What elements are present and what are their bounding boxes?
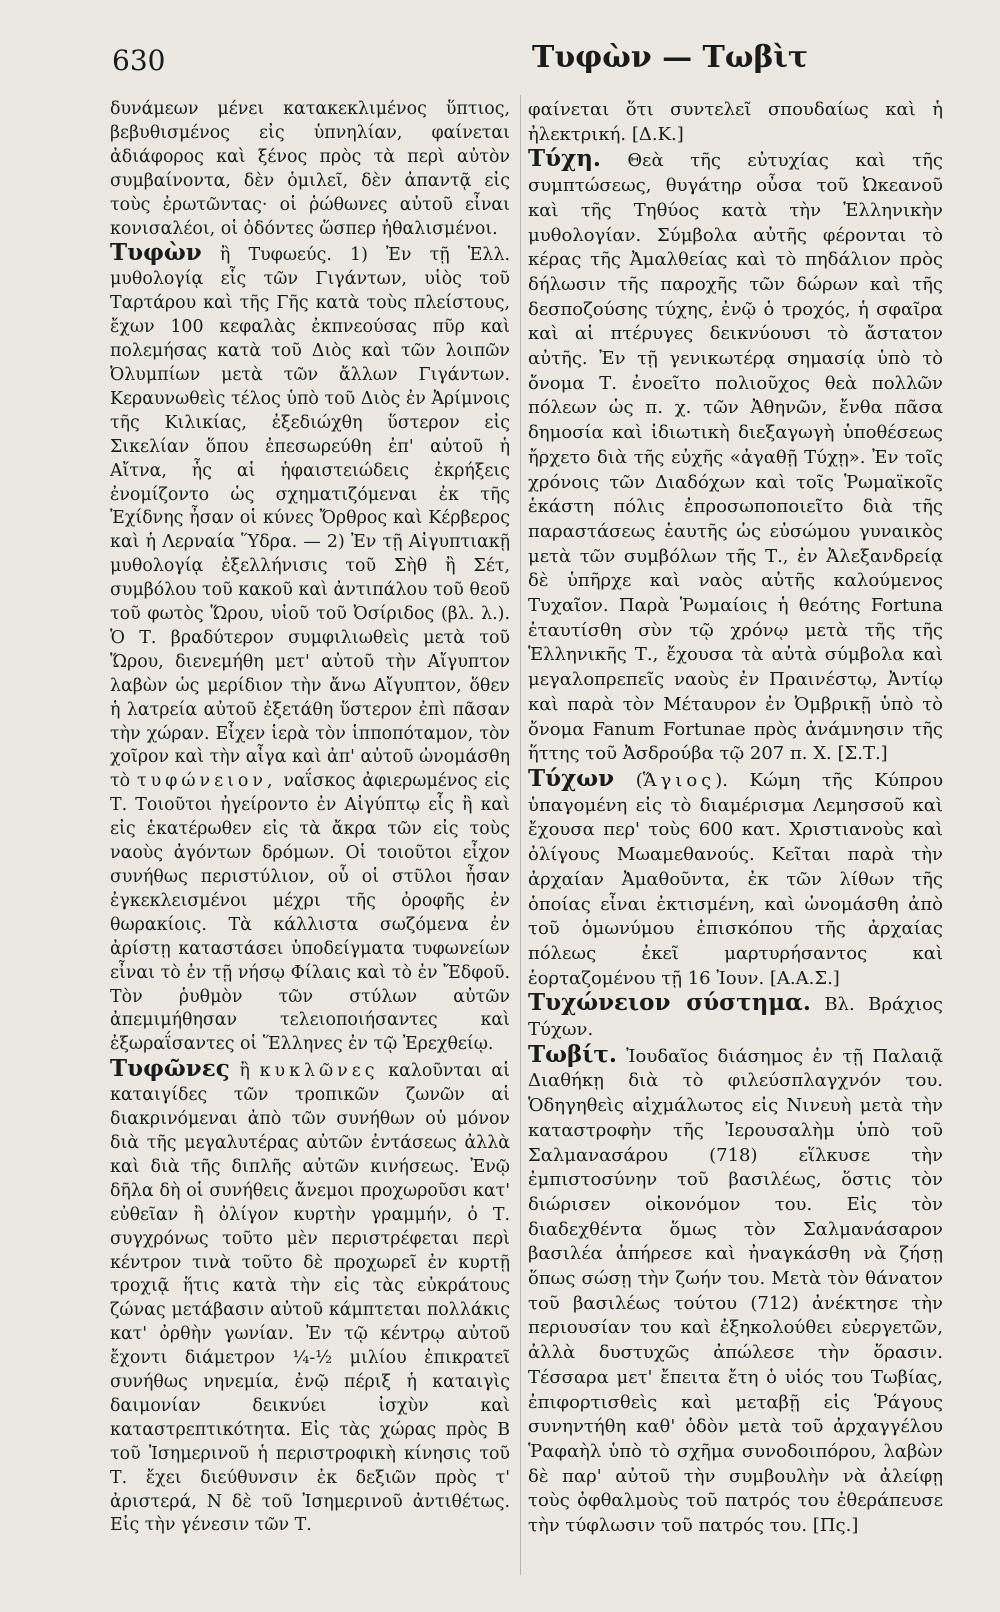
lemma-typhon: Τυφὼν	[110, 239, 202, 267]
entry-text: Βλ. Βράχιος Τύχων.	[528, 994, 943, 1041]
entry-continuation	[110, 98, 510, 241]
spaced-term: κυκλῶνες	[259, 1061, 379, 1082]
entry-tychon	[528, 764, 944, 991]
left-column	[110, 98, 510, 1538]
entry-tyche	[528, 147, 943, 767]
lemma-tyche: Τύχη.	[528, 145, 601, 173]
lemma-tychon: Τύχων	[528, 764, 615, 792]
entry-continuation	[528, 98, 943, 147]
entry-text: φαίνεται ὅτι συντελεῖ σπουδαίως καὶ ἡ ἠλεκτρική. [Δ.Κ.]	[528, 99, 943, 145]
entry-text: ναΐσκος ἀφιερωμένος εἰς Τ. Τοιοῦτοι ἠγείροντο ἐν Αἰγύπτῳ εἷς ἢ καὶ εἰς ἑκατέρωθεν εἰς τὰ ἄκρα τῶν εἰς τοὺς ναοὺς ἀγόντων δρόμων. Οἱ τοιοῦτοι εἶχον συνήθως περιστύλιον, οὗ οἱ στῦλοι ἦσαν ἐγκεκλεισμένοι μέχρι τῆς ὀροφῆς ἐν θωρακίοις. Τὰ κάλλιστα σωζόμενα ἐν ἀρίστῃ καταστάσει ὑποδείγματα τυφωνείων εἶναι τὸ ἐν τῇ νήσῳ Φίλαις καὶ τὸ ἐν Ἔδφοῦ. Τὸν ῥυθμὸν τῶν στύλων αὐτῶν ἀπεμιμήθησαν τελειοποιήσαντες καὶ ἐξωραΐσαντες οἱ Ἕλληνες ἐν τῷ Ἐρεχθείῳ.	[110, 771, 511, 1055]
spaced-term: Ἅγιος	[642, 769, 716, 791]
entry-text: δυνάμεων μένει κατακεκλιμένος ὕπτιος, βεβυθισμένος εἰς ὑπνηλίαν, φαίνεται ἀδιάφορος καὶ ξένος πρὸς τὰ περὶ αὐτὸν συμβαίνοντα, δὲν ὁμιλεῖ, δὲν ἀπαντᾷ εἰς τοὺς ἐρωτῶντας· οἱ ῥώθωνες αὐτοῦ εἶναι κονισαλέοι, οἱ ὀδόντες ὥσπερ ἠθαλισμένοι.	[110, 99, 510, 239]
running-head: Τυφὼν — Τωβὶτ	[532, 40, 809, 75]
column-divider	[520, 95, 521, 1575]
entry-text: Ἰουδαῖος διάσημος ἐν τῇ Παλαιᾷ Διαθήκῃ διὰ τὸ φιλεύσπλαγχνόν του. Ὁδηγηθεὶς αἰχμάλωτος εἰς Νινευὴ μετὰ τὴν καταστροφὴν τῆς Ἰερουσαλὴμ ὑπὸ τοῦ Σαλμανασάρου (718) εἵλκυσε τὴν ἐμπιστοσύνην τοῦ βασιλέως, ὅστις τὸν διώρισεν οἰκονόμον του. Εἰς τὸν διαδεχθέντα ὅμως τὸν Σαλμανάσαρον βασιλέα ἀπήρεσε καὶ ἠναγκάσθη νὰ ζήσῃ ὅπως σώσῃ τὴν ζωήν του. Μετὰ τὸν θάνατον τοῦ βασιλέως τούτου (712) ἀνέκτησε τὴν περιουσίαν του καὶ ἐξηκολούθει εὐεργετῶν, ἀλλὰ δυστυχῶς ἀπώλεσε τὴν ὅρασιν. Τέσσαρα μετ' ἔπειτα ἔτη ὁ υἱός του Τωβίας, ἐπιφορτισθεὶς καὶ μεταβῇ εἰς Ῥάγους συνηντήθη καθ' ὁδὸν μετὰ τοῦ ἀρχαγγέλου Ῥαφαὴλ ὑπὸ τὸ σχῆμα συνοδοιπόρου, λαβὼν δὲ παρ' αὐτοῦ τὴν συμβουλὴν νὰ ἀλείφῃ τοὺς ὀφθαλμοὺς τοῦ πατρός του ἐθεράπευσε τὴν τύφλωσιν τοῦ πατρός του. [Πς.]	[528, 1045, 943, 1537]
lemma-typhones: Τυφῶνες	[110, 1055, 230, 1083]
page-number: 630	[112, 44, 166, 77]
entry-text: Θεὰ τῆς εὐτυχίας καὶ τῆς συμπτώσεως, θυγάτηρ οὖσα τοῦ Ὠκεανοῦ καὶ τῆς Τηθύος κατὰ τὴν Ἑλληνικὴν μυθολογίαν. Σύμβολα αὐτῆς φέρονται τὸ κέρας τῆς Ἀμαλθείας καὶ τὸ πηδάλιον πρὸς δήλωσιν τῆς παροχῆς τῶν δώρων καὶ τῆς δεσποζούσης τύχης, ἐνῷ ὁ τροχός, ἡ σφαῖρα καὶ αἱ πτέρυγες δεικνύουσι τὸ ἄστατον αὐτῆς. Ἐν τῇ γενικωτέρᾳ σημασίᾳ ὑπὸ τὸ ὄνομα Τ. ἐνοεῖτο πολιοῦχος θεὰ πολλῶν πόλεων ὡς π. χ. τῶν Ἀθηνῶν, ἔνθα πᾶσα δημοσία καὶ ἰδιωτικὴ διεξαγωγὴ ὑποθέσεως ἤρχετο διὰ τῆς εὐχῆς «ἀγαθῇ Τύχῃ». Ἐν τοῖς χρόνοις τῶν Διαδόχων καὶ τοῖς Ῥωμαϊκοῖς ἑκάστη πόλις ἐπροσωποποιεῖτο διὰ τῆς παραστάσεως ἑαυτῆς ὡς εὐσώμου γυναικὸς μετὰ τῶν συμβόλων τῆς Τ., ἐν Ἀλεξανδρείᾳ δὲ ὑπῆρχε καὶ ναὸς αὐτῆς καλούμενος Τυχαῖον. Παρὰ Ῥωμαίοις ἡ θεότης Fortuna ἐταυτίσθη σὺν τῷ χρόνῳ μετὰ τῆς τῆς Ἑλληνικῆς Τ., ἔχουσα τὰ αὐτὰ σύμβολα καὶ μεγαλοπρεπεῖς ναοὺς ἐν Πραινέστῳ, Ἀντίῳ καὶ παρὰ τὸν Μέταυρον ἐν Ὀμβρικῇ ὑπὸ τὸ ὄνομα Fanum Fortunae πρὸς ἀνάμνησιν τῆς ἥττης τοῦ Ἀσδρούβα τῷ 207 π. Χ. [Σ.Τ.]	[528, 150, 943, 765]
lemma-tobit: Τωβίτ.	[528, 1040, 617, 1068]
entry-text: καλοῦνται αἱ καταιγίδες τῶν τροπικῶν ζωνῶν αἱ διακρινόμεναι ἀπὸ τῶν συνήθων οὐ μόνον διὰ τῆς μεγαλυτέρας αὐτῶν ἐντάσεως ἀλλὰ καὶ διὰ τῆς διπλῆς αὐτῶν κινήσεως. Ἐνῷ δῆλα δὴ οἱ συνήθεις ἄνεμοι προχωροῦσι κατ' εὐθεῖαν ἢ ὀλίγον κυρτὴν γραμμήν, ὁ Τ. συγχρόνως τοῦτο μὲν περιστρέφεται περὶ κέντρον τινὰ τοῦτο δὲ προχωρεῖ ἐν κυρτῇ τροχιᾷ ἥτις κατὰ τὴν εἰς τὰς εὐκράτους ζώνας μετάβασιν αὐτοῦ κάμπτεται πολλάκις κατ' ὀρθὴν γωνίαν. Ἐν τῷ κέντρῳ αὐτοῦ ἔχοντι διάμετρον ¼-½ μιλίου ἐπικρατεῖ συνήθως νηνεμία, ἐνῷ πέριξ ἡ καταιγὶς δαιμονίαν δεικνύει ἰσχὺν καὶ καταστρεπτικότητα. Εἰς τὰς χώρας πρὸς Β τοῦ Ἰσημερινοῦ ἡ περιστροφικὴ κίνησις τοῦ Τ. ἔχει διεύθυνσιν ἐκ δεξιῶν πρὸς τ' ἀριστερά, Ν δὲ τοῦ Ἰσημερινοῦ ἀντιθέτως. Εἰς τὴν γένεσιν τῶν Τ.	[110, 1061, 510, 1536]
entry-text: ). Κώμη τῆς Κύπρου ὑπαγομένη εἰς τὸ διαμέρισμα Λεμησσοῦ καὶ ἔχουσα περ' τοὺς 600 κατ. Χριστιανοὺς καὶ ὀλίγους Μωαμεθανούς. Κεῖται παρὰ τὴν ἀρχαίαν Ἀμαθοῦντα, ἐκ τῶν λίθων τῆς ὁποίας εἶναι ἐκτισμένη, καὶ ὠνομάσθη ἀπὸ τοῦ ὁμωνύμου ἐπισκόπου τῆς ἀρχαίας πόλεως ἐκεῖ μαρτυρήσαντος καὶ ἑορταζομένου τῇ 16 Ἰουν. [Α.Α.Σ.]	[528, 769, 944, 989]
entry-tobit	[528, 1040, 943, 1539]
entry-text: (	[614, 769, 643, 791]
lemma-tychoneion: Τυχώνειον σύστημα.	[528, 989, 811, 1017]
spaced-term: τυφώνειον,	[136, 771, 277, 792]
page-header	[112, 40, 952, 84]
entry-typhones	[110, 1057, 510, 1538]
right-column	[528, 98, 943, 1539]
entry-text: ἢ Τυφωεύς. 1) Ἐν τῇ Ἑλλ. μυθολογίᾳ εἷς τῶν Γιγάντων, υἱὸς τοῦ Ταρτάρου καὶ τῆς Γῆς κατὰ τοὺς πλείστους, ἔχων 100 κεφαλὰς ἐκπνεούσας πῦρ καὶ πολεμήσας κατὰ τοῦ Διὸς καὶ τῶν λοιπῶν Ὀλυμπίων μετὰ τῶν ἄλλων Γιγάντων. Κεραυνωθεὶς τέλος ὑπὸ τοῦ Διὸς ἐν Ἀρίμνοις τῆς Κιλικίας, ἐξεδιώχθη ὕστερον εἰς Σικελίαν ὅπου ἐπεσωρεύθη ἐπ' αὐτοῦ ἡ Αἴτνα, ἧς αἱ ἡφαιστειώδεις ἐκρήξεις ἐνομίζοντο ὡς σχηματιζόμεναι ἐκ τῆς Ἐχίδνης ἦσαν οἱ κύνες Ὄρθρος καὶ Κέρβερος καὶ ἡ Λερναία Ὕδρα. — 2) Ἐν τῇ Αἰγυπτιακῇ μυθολογίᾳ ἐξελλήνισις τοῦ Σὴθ ἢ Σέτ, συμβόλου τοῦ κακοῦ καὶ ἀντιπάλου τοῦ θεοῦ τοῦ φωτὸς Ὥρου, υἱοῦ τοῦ Ὀσίριδος (βλ. λ.). Ὁ Τ. βραδύτερον συμφιλιωθεὶς μετὰ τοῦ Ὥρου, διενεμήθη μετ' αὐτοῦ τὴν Αἴγυπτον λαβὼν ὡς μερίδιον τὴν ἄνω Αἴγυπτον, ὅθεν ἡ λατρεία αὐτοῦ ἐξετάθη ὕστερον ἐπὶ πᾶσαν τὴν χώραν. Εἶχεν ἱερὰ τὸν ἱπποπόταμον, τὸν χοῖρον καὶ τὴν αἶγα καὶ ἀπ' αὐτοῦ ὠνομάσθη τὸ	[110, 245, 510, 792]
entry-typhon	[110, 241, 510, 1057]
entry-tychoneion	[528, 991, 943, 1042]
entry-text: ἢ	[229, 1061, 260, 1082]
